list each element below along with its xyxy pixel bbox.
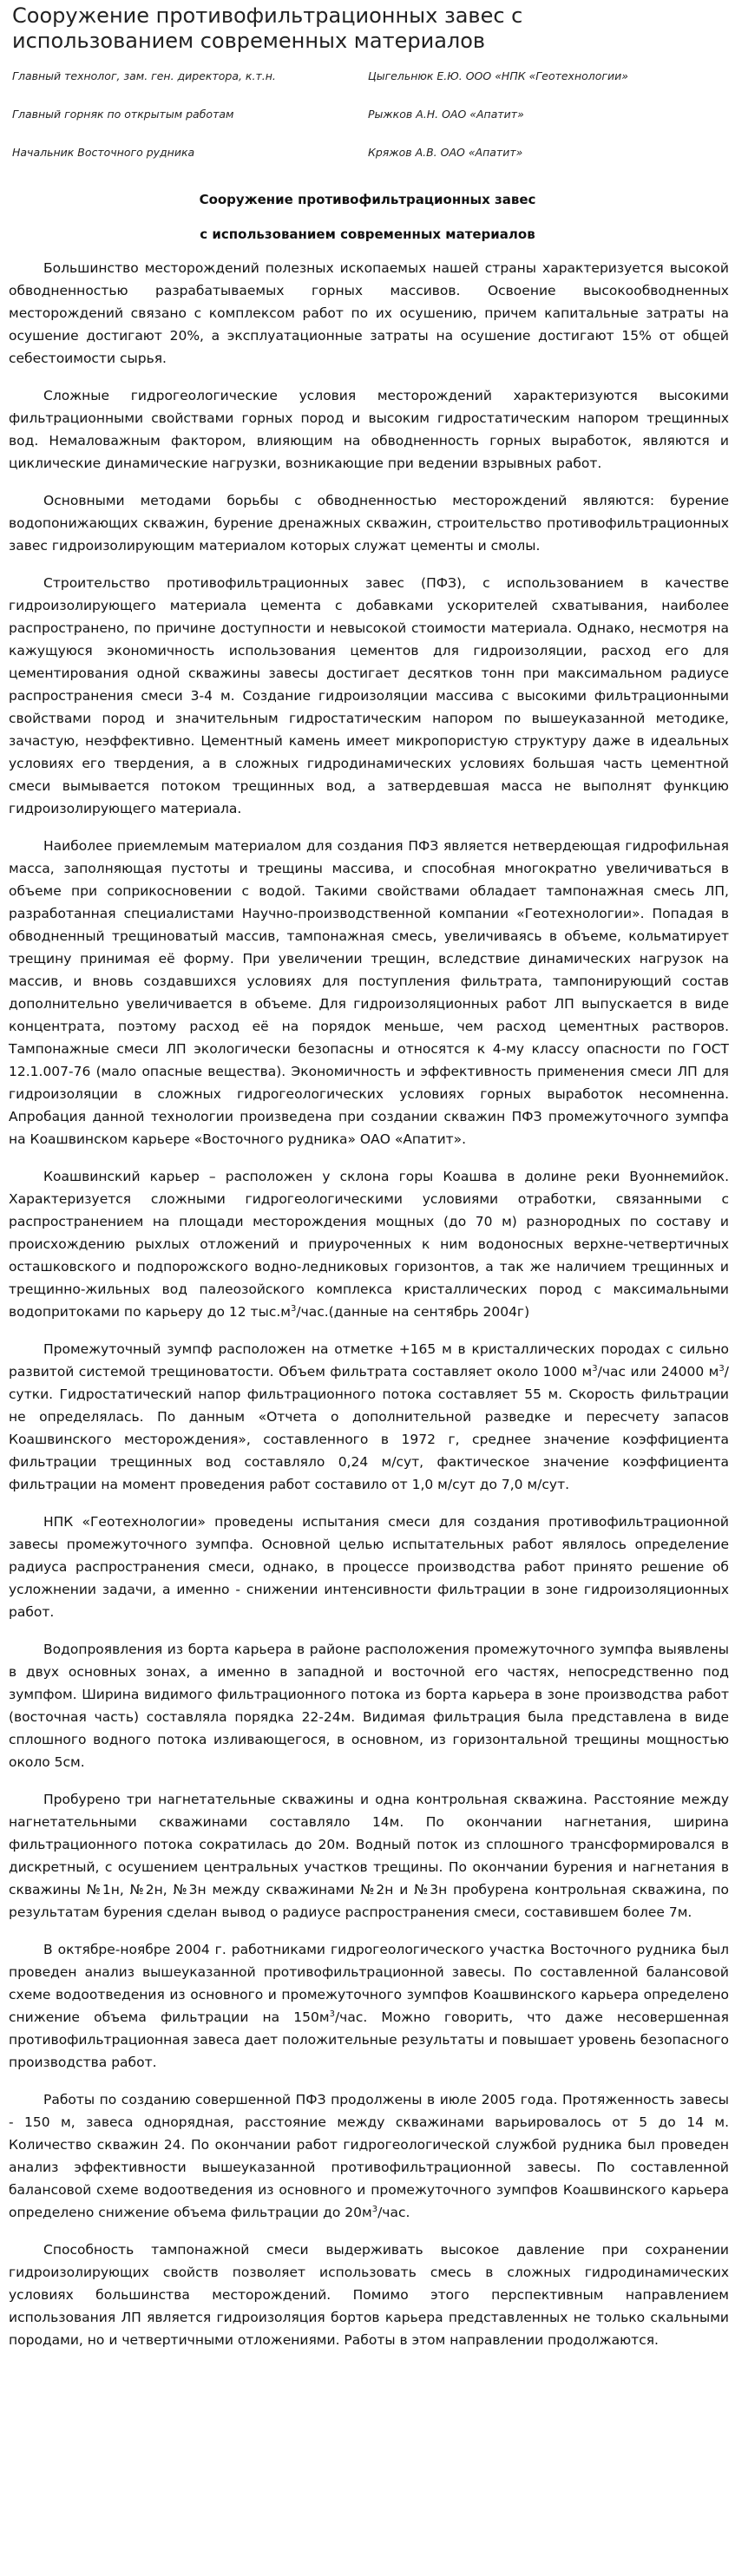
- article-body: [9, 257, 729, 2366]
- body-paragraph: Промежуточный зумпф расположен на отметке +165 м в кристаллических породах с сильно развитой системой трещиноватости. Объем фильтрата составляет около 1000 $м^3$/час или 24000 $м^3$/сутки. Гидростатический напор фильтрационного потока составляет 55 м. Скорость фильтрации не определялась. По данным «Отчета о дополнительной разведке и пересчету запасов Коашвинского месторождения», составленного в 1972 г, среднее значение коэффициента фильтрации трещинных вод составляло 0,24 м/сут, фактическое значение коэффициента фильтрации на момент проведения работ составило от 1,0 м/сут до 7,0 м/сут.: [9, 1341, 729, 1492]
- body-paragraph: Основными методами борьбы с обводненностью месторождений являются: бурение водопонижающих скважин, бурение дренажных скважин, строительство противофильтрационных завес гидроизолирующим материалом которых служат цементы и смолы.: [9, 493, 729, 554]
- body-paragraph: Способность тампонажной смеси выдерживать высокое давление при сохранении гидроизолирующих свойств позволяет использовать смесь в сложных гидродинамических условиях большинства месторождений. Помимо этого перспективным направлением использования ЛП является гидроизоляция бортов карьера представленных не только скальными породами, но и четвертичными отложениями. Работы в этом направлении продолжаются.: [9, 2242, 729, 2348]
- body-paragraph: Сложные гидрогеологические условия месторождений характеризуются высокими фильтрационными свойствами горных пород и высоким гидростатическим напором трещинных вод. Немаловажным фактором, влияющим на обводненность горных выработок, являются и циклические динамические нагрузки, возникающие при ведении взрывных работ.: [9, 388, 729, 471]
- author-name: Цыгельнюк Е.Ю. ООО «НПК «Геотехнологии»: [368, 69, 628, 82]
- author-name: Кряжов А.В. ОАО «Апатит»: [368, 146, 523, 159]
- author-row: [12, 108, 715, 146]
- body-paragraph: В октябре-ноябре 2004 г. работниками гидрогеологического участка Восточного рудника был проведен анализ вышеуказанной противофильтрационной завесы. По составленной балансовой схеме водоотведения из основного и промежуточного зумпфов Коашвинского карьера определено снижение объема фильтрации на $150м^3$/час. Можно говорить, что даже несовершенная противофильтрационная завеса дает положительные результаты и повышает уровень безопасного производства работ.: [9, 1942, 730, 2070]
- author-row: [12, 69, 715, 108]
- author-role: Главный горняк по открытым работам: [12, 108, 234, 121]
- author-role: Начальник Восточного рудника: [12, 146, 195, 159]
- author-row: [12, 146, 715, 184]
- body-paragraph: Работы по созданию совершенной ПФЗ продолжены в июле 2005 года. Протяженность завесы - 150 м, завеса однорядная, расстояние между скважинами варьировалось от 5 до 14 м. Количество скважин 24. По окончании работ гидрогеологической службой рудника был проведен анализ эффективности вышеуказанной противофильтрационной завесы. По составленной балансовой схеме водоотведения из основного и промежуточного зумпфов Коашвинского карьера определено снижение объема фильтрации до $20м^3$/час.: [9, 2092, 729, 2220]
- body-paragraph: Большинство месторождений полезных ископаемых нашей страны характеризуется высокой обводненностью разрабатываемых горных массивов. Освоение высокообводненных месторождений связано с комплексом работ по их осушению, причем капитальные затраты на осушение достигают 20%, а эксплуатационные затраты на осушение достигают 15% от общей себестоимости сырья.: [9, 260, 729, 366]
- body-paragraph: НПК «Геотехнологии» проведены испытания смеси для создания противофильтрационной завесы промежуточного зумпфа. Основной целью испытательных работ являлось определение радиуса распространения смеси, однако, в процессе производства работ принято решение об усложнении задачи, а именно - снижении интенсивности фильтрации в зоне гидроизоляционных работ.: [9, 1514, 729, 1620]
- authors-block: [12, 69, 715, 184]
- article-heading-line-2: с использованием современных материалов: [200, 226, 535, 242]
- body-paragraph: Строительство противофильтрационных завес (ПФЗ), с использованием в качестве гидроизолирующего материала цемента с добавками ускорителей схватывания, наиболее распространено, по причине доступности и невысокой стоимости материала. Однако, несмотря на кажущуюся экономичность использования цементов для гидроизоляции, расход его для цементирования одной скважины завесы достигает десятков тонн при максимальном радиусе распространения смеси 3-4 м. Создание гидроизоляции массива с высокими фильтрационными свойствами пород и значительным гидростатическим напором по вышеуказанной методике, зачастую, неэффективно. Цементный камень имеет микропористую структуру даже в идеальных условиях его твердения, а в сложных гидродинамических условиях большая часть цементной смеси вымывается потоком трещинных вод, а затвердевшая масса не выполнят функцию гидроизолирующего материала.: [9, 575, 729, 816]
- body-paragraph: Водопроявления из борта карьера в районе расположения промежуточного зумпфа выявлены в двух основных зонах, а именно в западной и восточной его частях, непосредственно под зумпфом. Ширина видимого фильтрационного потока из борта карьера в зоне производства работ (восточная часть) составляла порядка 22-24м. Видимая фильтрация была представлена в виде сплошного водного потока изливающегося, в основном, из горизонтальной трещины мощностью около 5см.: [9, 1642, 729, 1770]
- author-name: Рыжков А.Н. ОАО «Апатит»: [368, 108, 524, 121]
- article-heading-line-1: Сооружение противофильтрационных завес: [199, 192, 536, 207]
- body-paragraph: Пробурено три нагнетательные скважины и одна контрольная скважина. Расстояние между нагнетательными скважинами составляло 14м. По окончании нагнетания, ширина фильтрационного потока сократилась до 20м. Водный поток из сплошного трансформировался в дискретный, с осушением центральных участков трещины. По окончании бурения и нагнетания в скважины №1н, №2н, №3н между скважинами №2н и №3н пробурена контрольная скважина, по результатам бурения сделан вывод о радиусе распространения смеси, составившем более 7м.: [9, 1792, 729, 1920]
- body-paragraph: Коашвинский карьер – расположен у склона горы Коашва в долине реки Вуоннемийок. Характеризуется сложными гидрогеологическими условиями отработки, связанными с распространением на площади месторождения мощных (до 70 м) разнородных по составу и происхождению рыхлых отложений и приуроченных к ним водоносных верхне-четвертичных осташковского и подпорожского водно-ледниковых горизонтов, а так же наличием трещинных и трещинно-жильных вод палеозойского комплекса кристаллических пород с максимальными водопритоками по карьеру до 12 $тыс.м^3/час.(данные$ на сентябрь 2004г): [9, 1169, 729, 1320]
- document-title: Сооружение противофильтрационных завес с использованием современных материалов: [12, 3, 523, 53]
- author-role: Главный технолог, зам. ген. директора, к.т.н.: [12, 69, 276, 82]
- body-paragraph: Наиболее приемлемым материалом для создания ПФЗ является нетвердеющая гидрофильная масса, заполняющая пустоты и трещины массива, и способная многократно увеличиваться в объеме при соприкосновении с водой. Такими свойствами обладает тампонажная смесь ЛП, разработанная специалистами Научно-производственной компании «Геотехнологии». Попадая в обводненный трещиноватый массив, тампонажная смесь, увеличиваясь в объеме, кольматирует трещину принимая её форму. При увеличении трещин, вследствие динамических нагрузок на массив, и вновь создавшихся условиях для поступления фильтрата, тампонирующий состав дополнительно увеличивается в объеме. Для гидроизоляционных работ ЛП выпускается в виде концентрата, поэтому расход её на порядок меньше, чем расход цементных растворов. Тампонажные смеси ЛП экологически безопасны и относятся к 4-му классу опасности по ГОСТ 12.1.007-76 (мало опасные вещества). Экономичность и эффективность применения смеси ЛП для гидроизоляции в сложных гидрогеологических условиях горных выработок несомненна. Апробация данной технологии произведена при создании скважин ПФЗ промежуточного зумпфа на Коашвинском карьере «Восточного рудника» ОАО «Апатит».: [9, 838, 729, 1147]
